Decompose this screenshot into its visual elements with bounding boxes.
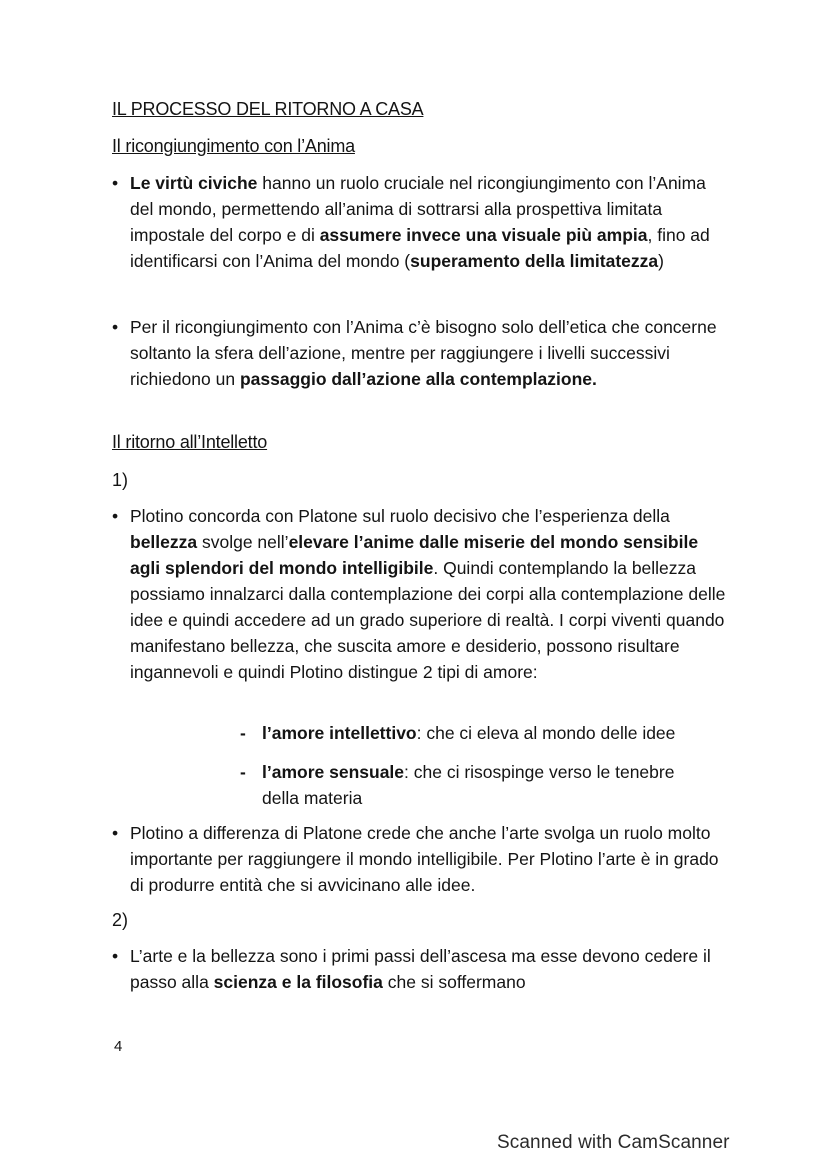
bullet-text: Plotino concorda con Platone sul ruolo decisivo che l’esperienza della bellezza svolge nell’elevare l’anime dalle miserie del mondo sensibile agli splendori del mondo intelligibile. Quindi contemplando la bellezza possiamo innalzarci dalla contemplazione dei corpi alla contemplazione delle idee e quindi accedere ad un grado superiore di realtà. I corpi viventi quando manifestano bellezza, che suscita amore e desiderio, possono risultare ingannevoli e quindi Plotino distingue 2 tipi di amore:	[130, 506, 726, 682]
camscanner-watermark: Scanned with CamScanner	[497, 1132, 730, 1153]
sub-item-text: l’amore intellettivo: che ci eleva al mondo delle idee	[262, 723, 676, 743]
bullet-icon: •	[112, 506, 119, 526]
bullet-text: L’arte e la bellezza sono i primi passi dell’ascesa ma esse devono cedere il passo alla scienza e la filosofia che si soffermano	[130, 946, 711, 992]
dash-icon: -	[240, 723, 246, 743]
bullet-text: Plotino a differenza di Platone crede che anche l’arte svolga un ruolo molto importante per raggiungere il mondo intelligibile. Per Plotino l’arte è in grado di produrre entità che si avvicinano alle idee.	[130, 823, 719, 895]
bullet-icon: •	[112, 173, 119, 193]
bullet-text: Per il ricongiungimento con l’Anima c’è bisogno solo dell’etica che concerne soltanto la sfera dell’azione, mentre per raggiungere i livelli successivi richiedono un passaggio dall’azione alla contemplazione.	[130, 317, 717, 389]
bullet-icon: •	[112, 317, 119, 337]
list-number: 2)	[112, 910, 129, 930]
bullet-text: Le virtù civiche hanno un ruolo cruciale nel ricongiungimento con l’Anima del mondo, permettendo all’anima di sottrarsi alla prospettiva limitata impostale del corpo e di assumere invece una visuale più ampia, fino ad identificarsi con l’Anima del mondo (superamento della limitatezza)	[130, 173, 710, 271]
dash-icon: -	[240, 762, 246, 782]
bullet-icon: •	[112, 946, 119, 966]
bullet-icon: •	[112, 823, 119, 843]
page-number: 4	[114, 1038, 123, 1055]
section-heading-intelletto: Il ritorno all’Intelletto	[112, 432, 268, 452]
sub-item-text: l’amore sensuale: che ci risospinge verso le tenebre della materia	[262, 762, 675, 808]
page-title: IL PROCESSO DEL RITORNO A CASA	[112, 99, 424, 119]
section-heading-anima: Il ricongiungimento con l’Anima	[112, 136, 355, 156]
list-number: 1)	[112, 470, 129, 490]
